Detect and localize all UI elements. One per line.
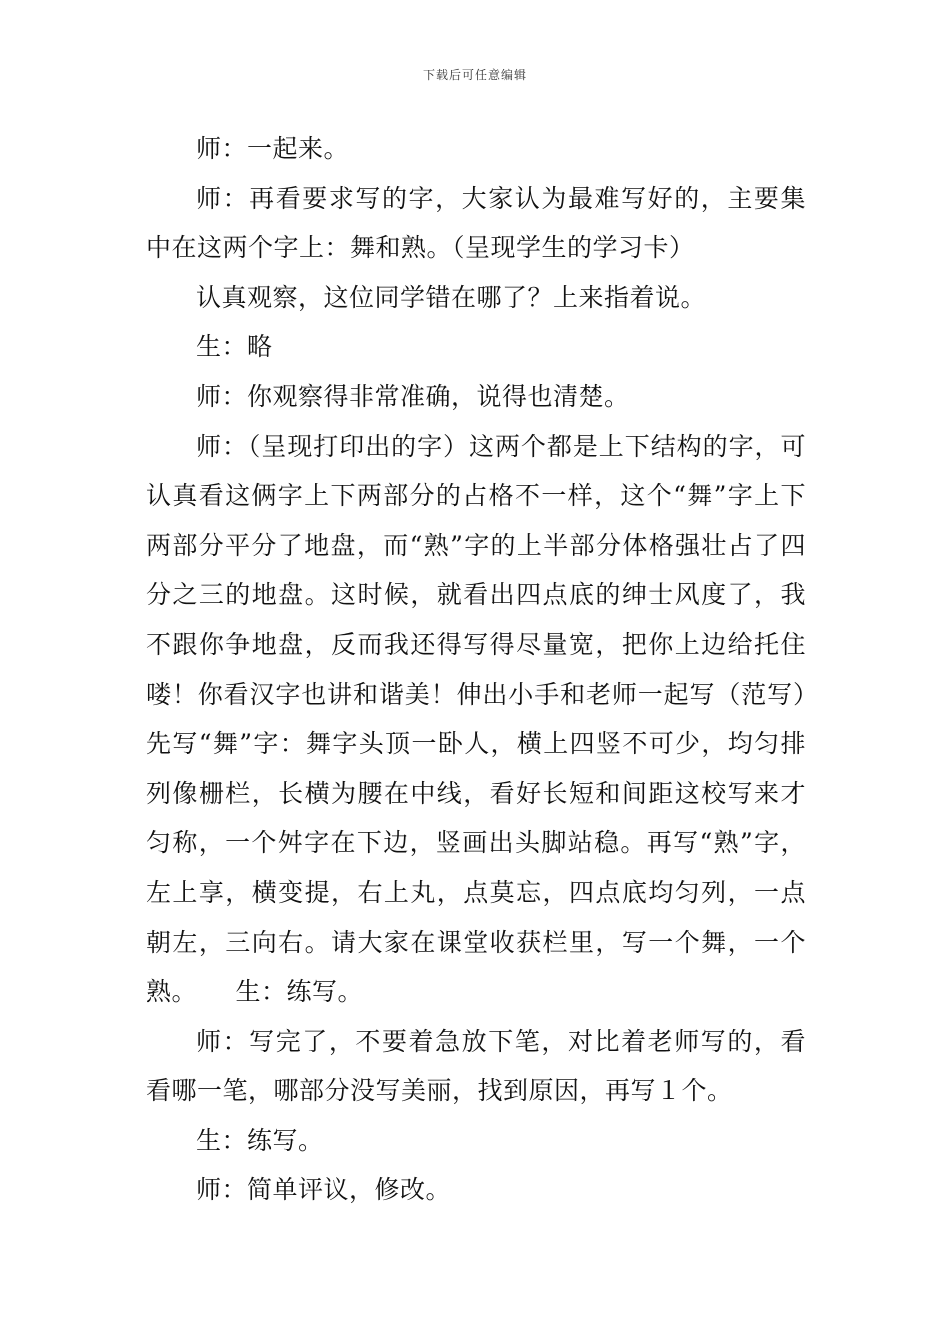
- paragraph-8: 生：练写。: [196, 1125, 324, 1155]
- paragraph-6: 师：（呈现打印出的字）这两个都是上下结构的字，可认真看这俩字上下两部分的占格不一样，这个“舞”字上下两部分平分了地盘，而“熟”字的上半部分体格强壮占了四分之三的地盘。这时候，就看出四点底的绅士风度了，我不跟你争地盘，反而我还得写得尽量宽，把你上边给托住喽！你看汉字也讲和谐美！伸出小手和老师一起写（范写）先写“舞”字：舞字头顶一卧人，横上四竖不可少，均匀排列像栅栏，长横为腰在中线，看好长短和间距这校写来才匀称，一个舛字在下边，竖画出头脚站稳。再写“熟”字，左上享，横变提，右上丸，点莫忘，四点底均匀列，一点朝左，三向右。请大家在课堂收获栏里，写一个舞，一个熟。 生：练写。: [146, 431, 806, 1007]
- page-header: 下载后可任意编辑: [422, 68, 527, 82]
- paragraph-7: 师：写完了，不要着急放下笔，对比着老师写的，看看哪一笔，哪部分没写美丽，找到原因，再写１个。: [146, 1026, 806, 1106]
- paragraph-1: 师：一起来。: [196, 134, 350, 163]
- paragraph-2: 师：再看要求写的字，大家认为最难写好的，主要集中在这两个字上：舞和熟。（呈现学生的学习卡）: [146, 183, 806, 263]
- paragraph-9: 师：简单评议，修改。: [196, 1175, 452, 1205]
- paragraph-3: 认真观察，这位同学错在哪了？上来指着说。: [196, 282, 707, 312]
- document-body: [146, 124, 806, 1215]
- paragraph-5: 师：你观察得非常准确，说得也清楚。: [196, 381, 630, 411]
- paragraph-4: 生：略: [196, 332, 273, 362]
